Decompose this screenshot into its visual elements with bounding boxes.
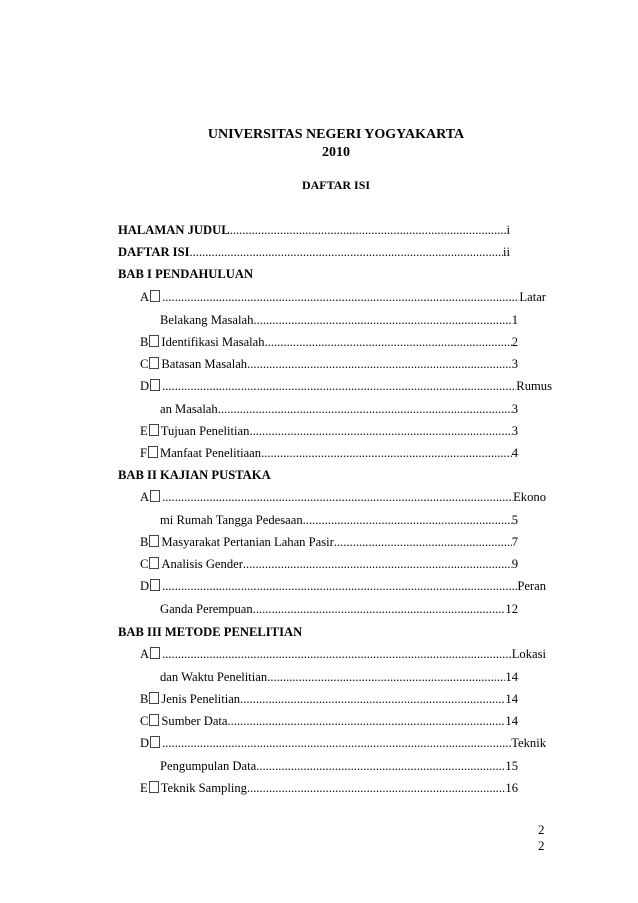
missing-glyph-box (149, 335, 159, 347)
toc-entry-page: 2 (511, 335, 518, 349)
toc-entry-page: 3 (511, 424, 518, 438)
leader-dots (162, 489, 513, 505)
toc-entry-page: 7 (511, 535, 518, 549)
university-name: UNIVERSITAS NEGERI YOGYAKARTA (207, 127, 465, 142)
leader-dots (253, 312, 511, 328)
document-year: 2010 (322, 145, 350, 160)
toc-entry-bab1-e[interactable] (140, 423, 518, 439)
missing-glyph-box (149, 781, 159, 793)
leader-dots (265, 334, 512, 350)
toc-entry-bab3-a-continued[interactable] (160, 669, 518, 685)
toc-entry-bab2-a-continued[interactable] (160, 512, 518, 528)
toc-entry-label: dan Waktu Penelitian (160, 670, 268, 684)
toc-entry-label: B Jenis Penelitian (140, 692, 241, 706)
toc-entry-page: 14 (505, 692, 518, 706)
leader-dots (249, 423, 511, 439)
toc-entry-tail: Peran (517, 579, 546, 593)
page-title: DAFTAR ISI (301, 178, 371, 192)
toc-entry-letter: D (140, 578, 162, 594)
missing-glyph-box (150, 290, 160, 302)
toc-entry-page: 14 (505, 670, 518, 684)
toc-entry-letter: A (140, 646, 162, 662)
missing-glyph-box (150, 647, 160, 659)
toc-entry-page: 16 (505, 781, 518, 795)
missing-glyph-box (149, 714, 159, 726)
toc-entry-label: E Teknik Sampling (140, 781, 247, 795)
chapter-heading-bab-1[interactable]: BAB I PENDAHULUAN (118, 267, 254, 281)
toc-entry-label: Ganda Perempuan (160, 602, 253, 616)
toc-entry-bab3-c[interactable] (140, 713, 518, 729)
toc-entry-bab1-d[interactable] (140, 378, 552, 394)
missing-glyph-box (149, 557, 159, 569)
page-number: 2 (538, 822, 545, 837)
missing-glyph-box (150, 579, 160, 591)
leader-dots (162, 578, 517, 594)
toc-entry-bab3-d-continued[interactable] (160, 758, 518, 774)
toc-entry-page: 1 (511, 313, 518, 327)
missing-glyph-box (149, 424, 159, 436)
toc-entry-bab2-d[interactable] (140, 578, 546, 594)
toc-entry-page: 12 (505, 602, 518, 616)
toc-entry-page: 3 (511, 357, 518, 371)
leader-dots (228, 713, 506, 729)
leader-dots (230, 222, 507, 238)
leader-dots (240, 691, 505, 707)
toc-entry-bab2-a[interactable] (140, 489, 546, 505)
missing-glyph-box (150, 379, 160, 391)
leader-dots (162, 289, 519, 305)
toc-entry-bab1-a-continued[interactable] (160, 312, 518, 328)
toc-entry-label: Pengumpulan Data (160, 759, 257, 773)
missing-glyph-box (150, 736, 160, 748)
toc-entry-tail: Lokasi (511, 647, 546, 661)
toc-entry-tail: Ekono (513, 490, 546, 504)
toc-entry-page: 14 (505, 714, 518, 728)
toc-entry-letter: D (140, 378, 162, 394)
toc-entry-page: i (506, 223, 510, 237)
toc-entry-page: 3 (511, 402, 518, 416)
toc-entry-page: 4 (511, 446, 518, 460)
leader-dots (334, 534, 512, 550)
toc-entry-bab2-d-continued[interactable] (160, 601, 518, 617)
toc-entry-tail: Latar (519, 290, 546, 304)
toc-entry-bab3-b[interactable] (140, 691, 518, 707)
toc-entry-label: C Analisis Gender (140, 557, 243, 571)
toc-entry-label: B Masyarakat Pertanian Lahan Pasir (140, 535, 334, 549)
leader-dots (162, 735, 511, 751)
leader-dots (162, 378, 516, 394)
leader-dots (264, 445, 511, 461)
toc-entry-label: mi Rumah Tangga Pedesaan (160, 513, 303, 527)
toc-entry-label: DAFTAR ISI (118, 245, 190, 259)
toc-entry-label: an Masalah. (160, 402, 221, 416)
toc-entry-label: HALAMAN JUDUL (118, 223, 230, 237)
toc-entry-label: Belakang Masalah (160, 313, 254, 327)
leader-dots (267, 669, 505, 685)
toc-entry-tail: Rumus (516, 379, 552, 393)
toc-entry-label: C Sumber Data (140, 714, 228, 728)
toc-entry-bab3-e[interactable] (140, 780, 518, 796)
toc-entry-label: B Identifikasi Masalah (140, 335, 265, 349)
missing-glyph-box (150, 490, 160, 502)
toc-entry-letter: A (140, 489, 162, 505)
toc-entry-bab2-b[interactable] (140, 534, 518, 550)
toc-entry-bab1-c[interactable] (140, 356, 518, 372)
toc-entry-letter: A (140, 289, 162, 305)
page-number-duplicate: 2 (538, 838, 545, 853)
toc-entry-bab1-b[interactable] (140, 334, 518, 350)
toc-entry-page: 5 (511, 513, 518, 527)
leader-dots (256, 758, 505, 774)
chapter-heading-bab-3[interactable]: BAB III METODE PENELITIAN (118, 625, 303, 639)
toc-entry-page: 15 (505, 759, 518, 773)
leader-dots (303, 512, 512, 528)
missing-glyph-box (148, 446, 158, 458)
toc-entry-page: ii (503, 245, 510, 259)
toc-entry-bab1-f[interactable] (140, 445, 518, 461)
toc-entry-bab2-c[interactable] (140, 556, 518, 572)
leader-dots (243, 556, 512, 572)
missing-glyph-box (149, 692, 159, 704)
leader-dots (253, 601, 506, 617)
toc-entry-label: C Batasan Masalah (140, 357, 248, 371)
missing-glyph-box (149, 535, 159, 547)
toc-entry-page: 9 (511, 557, 518, 571)
leader-dots (221, 401, 512, 417)
toc-entry-bab1-a[interactable] (140, 289, 546, 305)
toc-entry-tail: Teknik (511, 736, 546, 750)
leader-dots (162, 646, 512, 662)
toc-entry-bab1-d-continued[interactable] (160, 401, 518, 417)
toc-entry-bab3-a[interactable] (140, 646, 546, 662)
toc-entry-bab3-d[interactable] (140, 735, 546, 751)
chapter-heading-bab-2[interactable]: BAB II KAJIAN PUSTAKA (118, 468, 271, 482)
toc-entry-daftar-isi[interactable] (118, 244, 510, 260)
toc-entry-label: E Tujuan Penelitian (140, 424, 250, 438)
missing-glyph-box (149, 357, 159, 369)
toc-entry-label: F Manfaat Penelitiaan. (140, 446, 265, 460)
toc-entry-halaman-judul[interactable] (118, 222, 510, 238)
toc-entry-letter: D (140, 735, 162, 751)
leader-dots (247, 780, 505, 796)
leader-dots (190, 244, 504, 260)
leader-dots (247, 356, 512, 372)
